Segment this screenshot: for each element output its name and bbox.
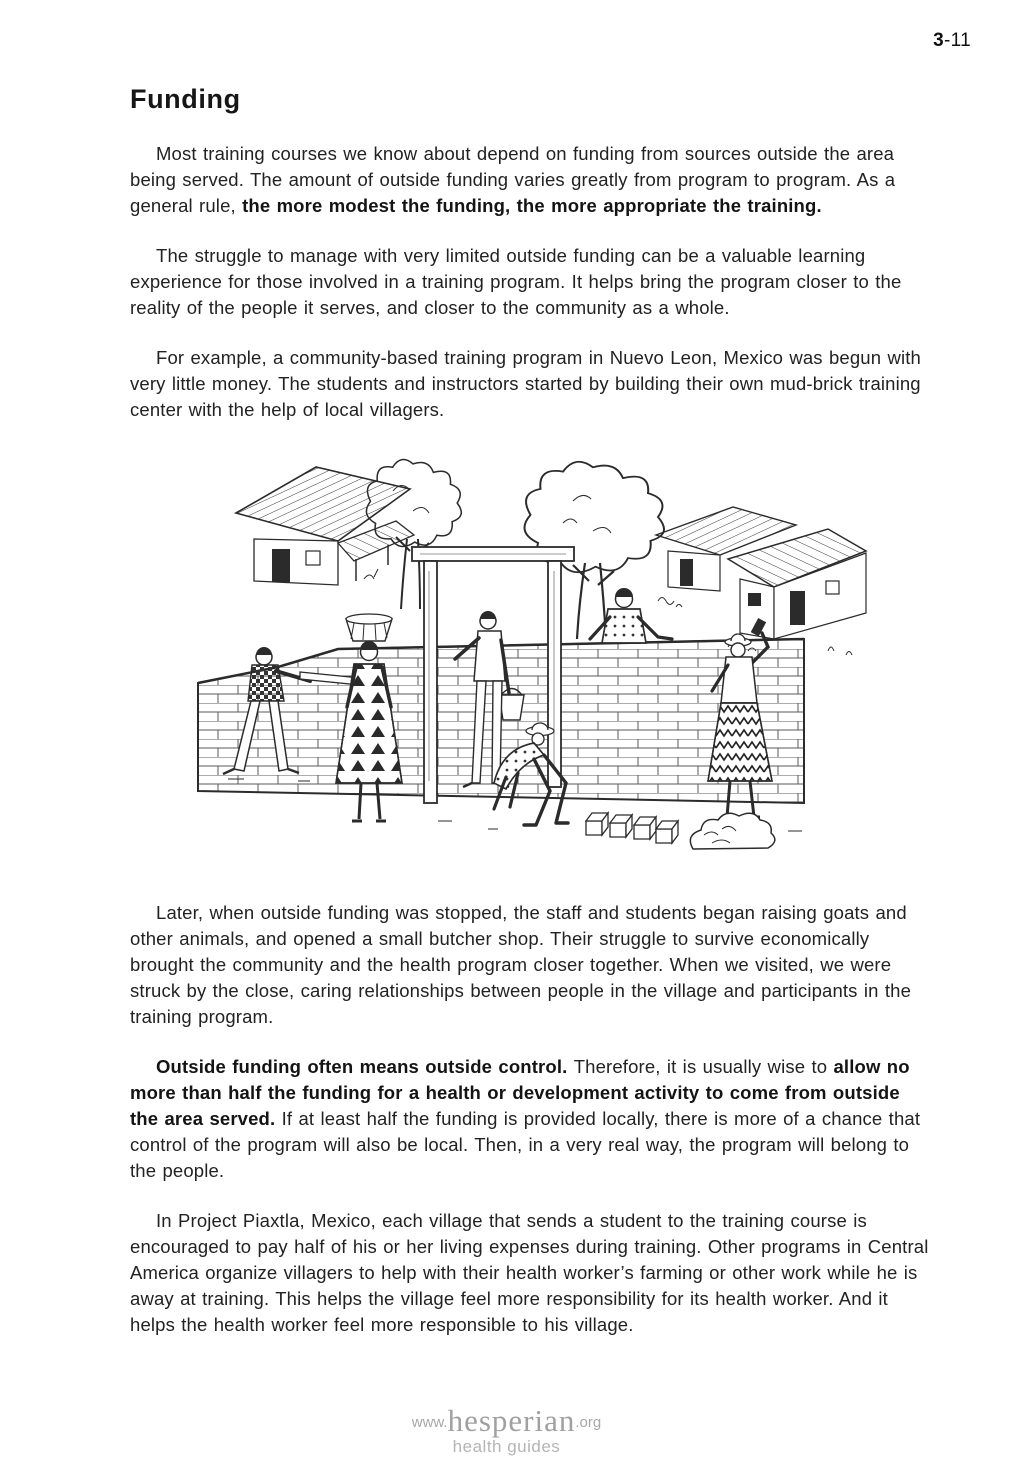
paragraph-funding-intro (130, 141, 932, 219)
watermark-tagline: health guides (452, 1437, 561, 1456)
text-run: allow no more than half the funding for a health or development activity to come from outside the area served. (130, 1056, 910, 1129)
text-run: The struggle to manage with very limited outside funding can be a valuable learning experience for those involved in a training program. It helps bring the program closer to the reality of the people it serves, and closer to the community as a whole. (130, 245, 902, 318)
page-number-chapter: 3 (933, 30, 945, 51)
page-number (933, 30, 971, 52)
paragraph-piaxtla (130, 1208, 932, 1338)
watermark-url (0, 1405, 1013, 1436)
watermark-www: www. (411, 1414, 448, 1431)
watermark-org: .org (575, 1414, 602, 1431)
illustration-building-training-center (188, 451, 868, 881)
text-run: Outside funding often means outside control. (156, 1056, 574, 1077)
watermark (0, 1405, 1013, 1455)
paragraph-later-funding (130, 900, 932, 1030)
text-run: For example, a community-based training program in Nuevo Leon, Mexico was begun with very little money. The students and instructors started by building their own mud-brick training center with the help of local villagers. (130, 347, 921, 420)
house-right-near (728, 529, 866, 651)
page-number-rest: -11 (944, 30, 971, 51)
paragraph-struggle (130, 243, 932, 321)
brick-pile (586, 813, 678, 843)
text-run: If at least half the funding is provided locally, there is more of a chance that control of the program will also be local. Then, in a very real way, the program will belong to the people. (130, 1108, 921, 1181)
hut-left (236, 467, 414, 585)
text-run: Therefore, it is usually wise to (573, 1056, 834, 1077)
watermark-brand: hesperian (447, 1403, 576, 1438)
text-run: In Project Piaxtla, Mexico, each village that sends a student to the training course is encouraged to pay half of his or her living expenses during training. Other programs in Central America organize villagers to help with their health worker’s farming or other work while he is away at training. This helps the village feel more responsibility for its health worker. And it helps the health worker feel more responsible to his village. (130, 1210, 929, 1335)
page-title: Funding (130, 84, 241, 114)
text-run: Most training courses we know about depend on funding from sources outside the area being served. The amount of outside funding varies greatly from program to program. As a general rule, (130, 143, 896, 216)
page-content (130, 84, 932, 1362)
paragraph-outside-control (130, 1054, 932, 1184)
paragraph-nuevo-leon (130, 345, 932, 423)
stone-pile (690, 813, 775, 849)
text-run: the more modest the funding, the more appropriate the training. (242, 195, 822, 216)
text-run: Later, when outside funding was stopped, the staff and students began raising goats and other animals, and opened a small butcher shop. Their struggle to survive economically brought the community and the health program closer together. When we visited, we were struck by the close, caring relationships between people in the village and participants in the training program. (130, 902, 912, 1027)
